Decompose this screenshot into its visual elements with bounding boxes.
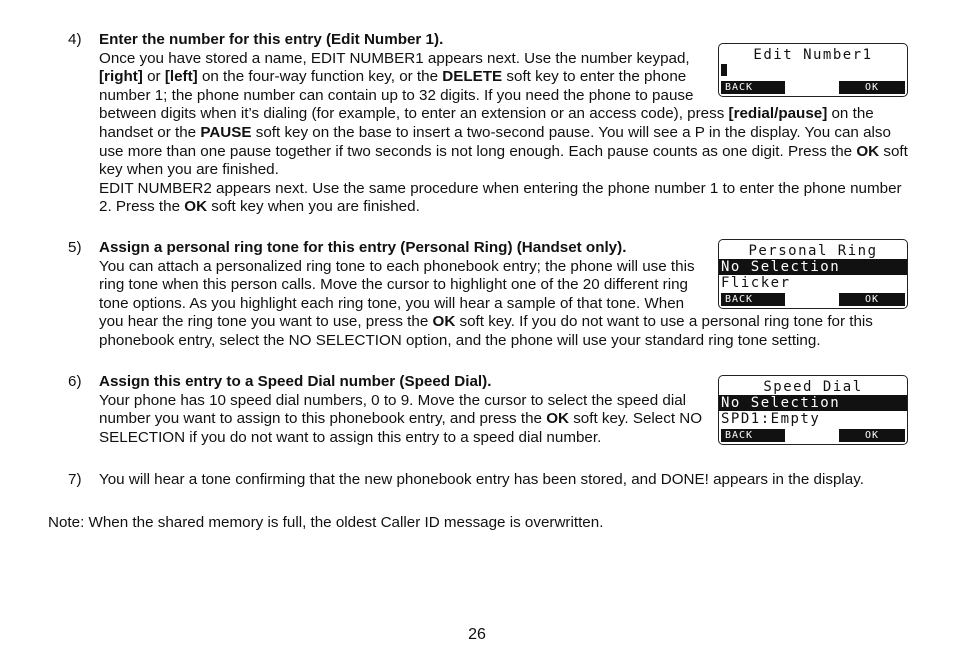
note: Note: When the shared memory is full, the oldest Caller ID message is overwritten. bbox=[48, 514, 604, 531]
step-7 bbox=[48, 471, 908, 490]
lcd-title: Personal Ring bbox=[748, 243, 878, 259]
lcd-ok-softkey: OK bbox=[839, 429, 905, 442]
step-number: 6) bbox=[68, 373, 82, 390]
lcd-ok-softkey: OK bbox=[839, 293, 905, 306]
step-paragraph: EDIT NUMBER2 appears next. Use the same procedure when entering the phone number 1 to enter the phone number 2. Press the OK soft key when you are finished. bbox=[99, 179, 902, 216]
step-4 bbox=[48, 31, 908, 217]
step-number: 7) bbox=[68, 471, 82, 488]
lcd-option: SPD1:Empty bbox=[721, 411, 821, 427]
lcd-edit-number bbox=[718, 43, 908, 97]
lcd-speed-dial bbox=[718, 375, 908, 445]
lcd-title: Speed Dial bbox=[763, 379, 863, 395]
step-paragraph: Once you have stored a name, EDIT NUMBER1 appears next. Use the number keypad, [right] or [left] on the four-way function key, or the DELETE soft key to enter the phone number 1; the phone number can contain up to 32 digits. If you need the phone to pause between digits when it’s dialing (for example, to enter an extension or an access code), press [redial/pause] on the handset or the PAUSE soft key on the base to insert a two-second pause. You will see a P in the display. You can also use more than one pause together if two seconds is not long enough. Each pause counts as one digit. Press the OK soft key when you are finished. bbox=[99, 49, 908, 179]
step-heading: Assign this entry to a Speed Dial number (Speed Dial). bbox=[99, 373, 492, 390]
lcd-option-selected: No Selection bbox=[719, 395, 907, 411]
step-paragraph: Your phone has 10 speed dial numbers, 0 to 9. Move the cursor to select the speed dial number you want to assign to this phonebook entry, and press the OK soft key. Select NO SELECTION if you do not want to assign this entry to a speed dial number. bbox=[99, 391, 703, 446]
step-5 bbox=[48, 239, 908, 351]
step-paragraph: You will hear a tone confirming that the new phonebook entry has been stored, and DONE! appears in the display. bbox=[99, 471, 864, 488]
lcd-title: Edit Number1 bbox=[753, 47, 873, 63]
lcd-back-softkey: BACK bbox=[721, 429, 785, 442]
step-paragraph: You can attach a personalized ring tone to each phonebook entry; the phone will use this ring tone when this person calls. Move the cursor to highlight one of the 20 different ring tone options. As you highlight each ring tone, you will hear a sample of that tone. When you hear the ring tone you want to use, press the OK soft key. If you do not want to use a personal ring tone for this phonebook entry, select the NO SELECTION option, and the phone will use your standard ring tone setting. bbox=[99, 257, 873, 349]
page-number: 26 bbox=[468, 626, 486, 643]
lcd-back-softkey: BACK bbox=[721, 81, 785, 94]
step-heading: Enter the number for this entry (Edit Number 1). bbox=[99, 31, 444, 48]
lcd-back-softkey: BACK bbox=[721, 293, 785, 306]
step-number: 4) bbox=[68, 31, 82, 48]
lcd-cursor-row bbox=[719, 63, 907, 79]
step-heading: Assign a personal ring tone for this entry (Personal Ring) (Handset only). bbox=[99, 239, 627, 256]
lcd-option: Flicker bbox=[721, 275, 791, 291]
cursor-block-icon bbox=[721, 64, 727, 76]
lcd-personal-ring bbox=[718, 239, 908, 309]
step-number: 5) bbox=[68, 239, 82, 256]
lcd-ok-softkey: OK bbox=[839, 81, 905, 94]
step-6 bbox=[48, 373, 908, 449]
lcd-option-selected: No Selection bbox=[719, 259, 907, 275]
